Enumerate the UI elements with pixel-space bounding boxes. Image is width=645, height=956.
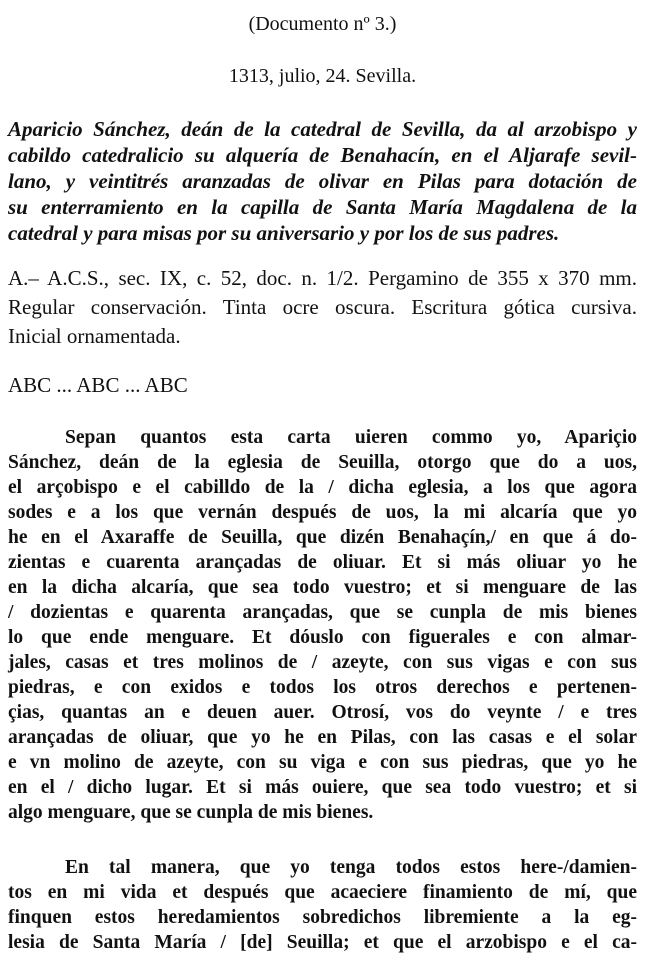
text-line: zientas e cuarenta arançadas de oliuar. Et si más oliuar yo he — [8, 552, 637, 573]
text-line: en la dicha alcaría, que sea todo vuestro; et si menguare de las — [8, 577, 637, 598]
text-line: Sánchez, deán de la eglesia de Seuilla, otorgo que do a uos, — [8, 452, 637, 473]
text-line: / dozientas e quarenta arançadas, que se cunpla de mis bienes — [8, 602, 637, 623]
text-line: algo menguare, que se cunpla de mis bienes. — [8, 802, 374, 823]
text-line: lesia de Santa María / [de] Seuilla; et que el arzobispo e el ca- — [8, 932, 637, 953]
text-line: el arçobispo e el cabilldo de la / dicha eglesia, a los que agora — [8, 477, 637, 498]
text-line: finquen estos heredamientos sobredichos libremiente a la eg- — [8, 907, 637, 928]
text-line: Inicial ornamentada. — [8, 324, 181, 348]
text-line: en el / dicho lugar. Et si más ouiere, que sea todo vuestro; et si — [8, 777, 637, 798]
archival-note — [8, 264, 637, 351]
document-heading: (Documento nº 3.) — [248, 13, 397, 35]
summary-paragraph — [8, 116, 637, 246]
text-line: sodes e a los que vernán después de uos, la mi alcaría que yo — [8, 502, 637, 523]
text-line: tos en mi vida et después que acaeciere finamiento de mí, que — [8, 882, 637, 903]
text-line: çias, quantas an e deuen auer. Otrosí, vos do veynte / e tres — [8, 702, 637, 723]
text-line: su enterramiento en la capilla de Santa María Magdalena de la — [8, 195, 637, 219]
text-line: catedral y para misas por su aniversario y por los de sus padres. — [8, 221, 560, 245]
date-line: 1313, julio, 24. Sevilla. — [228, 65, 417, 87]
text-line: En tal manera, que yo tenga todos estos here-/damien- — [65, 857, 637, 878]
text-line: arançadas de oliuar, que yo he en Pilas, con las casas e el solar — [8, 727, 637, 748]
text-line: cabildo catedralicio su alquería de Benahacín, en el Aljarafe sevil- — [8, 143, 637, 167]
text-line: jales, casas et tres molinos de / azeyte, con sus vigas e con sus — [8, 652, 637, 673]
text-line: he en el Axaraffe de Seuilla, que dizén Benahaçín,/ en que á do- — [8, 527, 637, 548]
separator-line: ABC ... ABC ... ABC — [8, 373, 188, 397]
text-line: Aparicio Sánchez, deán de la catedral de Sevilla, da al arzobispo y — [8, 117, 637, 141]
text-line: lo que ende menguare. Et dóuslo con figuerales e con almar- — [8, 627, 637, 648]
charter-paragraph-2 — [8, 855, 637, 955]
text-line: piedras, e con exidos e todos los otros derechos e pertenen- — [8, 677, 637, 698]
text-line: e vn molino de azeyte, con su viga e con sus piedras, que yo he — [8, 752, 637, 773]
charter-paragraph-1 — [8, 425, 637, 825]
text-line: Sepan quantos esta carta uieren commo yo, Apariçio — [65, 427, 637, 448]
text-line: lano, y veintitrés aranzadas de olivar en Pilas para dotación de — [8, 169, 637, 193]
text-line: Regular conservación. Tinta ocre oscura. Escritura gótica cursiva. — [8, 295, 637, 319]
text-line: A.– A.C.S., sec. IX, c. 52, doc. n. 1/2. Pergamino de 355 x 370 mm. — [8, 266, 637, 290]
